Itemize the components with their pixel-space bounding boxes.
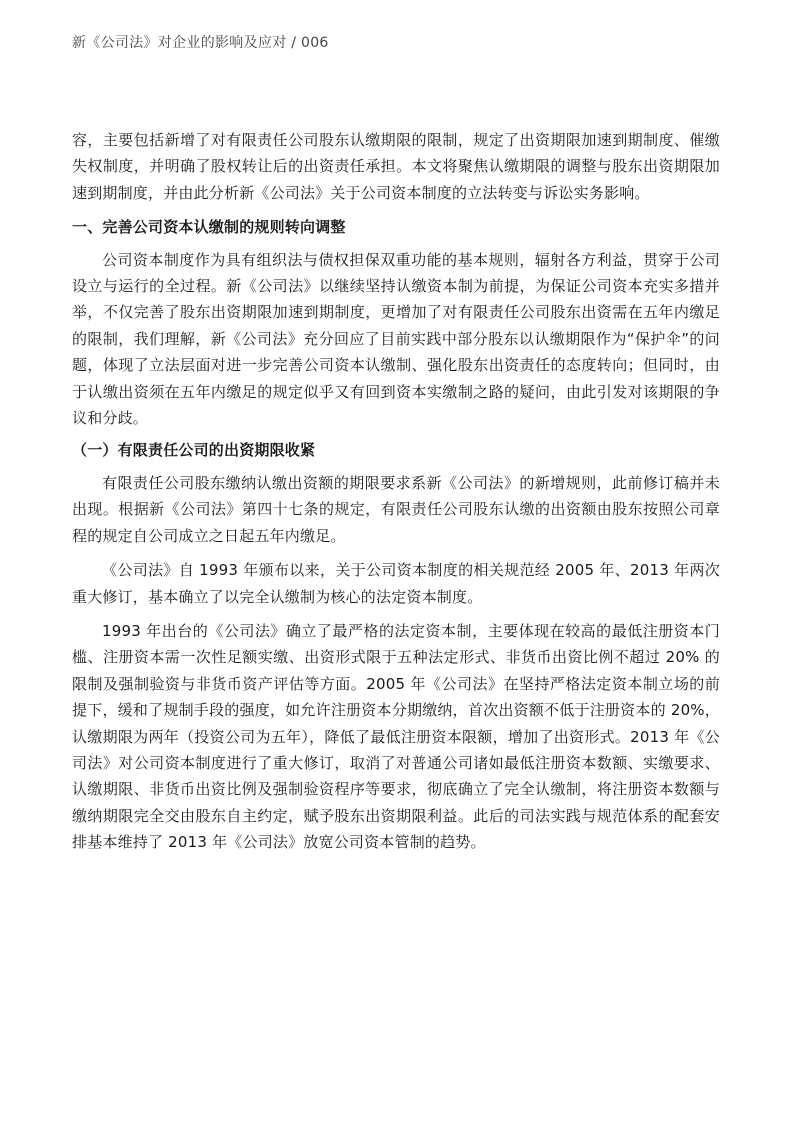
intro-paragraph: 容，主要包括新增了对有限责任公司股东认缴期限的限制，规定了出资期限加速到期制度、催缴失权制度，并明确了股权转让后的出资责任承担。本文将聚焦认缴期限的调整与股东出资期限加速到期制度，并由此分析新《公司法》关于公司资本制度的立法转变与诉讼实务影响。 [72,131,720,202]
section-paragraph: 公司资本制度作为具有组织法与债权担保双重功能的基本规则，辐射各方利益，贯穿于公司设立与运行的全过程。新《公司法》以继续坚持认缴资本制为前提，为保证公司资本充实多措并举，不仅完善了股东出资期限加速到期制度，更增加了对有限责任公司股东出资需在五年内缴足的限制，我们理解，新《公司法》充分回应了目前实践中部分股东以认缴期限作为“保护伞”的问题，体现了立法层面对进一步完善公司资本认缴制、强化股东出资责任的态度转向；但同时，由于认缴出资须在五年内缴足的规定似乎又有回到资本实缴制之路的疑问，由此引发对该期限的争议和分歧。 [72,250,720,428]
subsection-heading: （一）有限责任公司的出资期限收紧 [72,441,316,460]
paragraph-new-rule: 有限责任公司股东缴纳认缴出资额的期限要求系新《公司法》的新增规则，此前修订稿并未出现。根据新《公司法》第四十七条的规定，有限责任公司股东认缴的出资额由股东按照公司章程的规定自公司成立之日起五年内缴足。 [72,473,720,545]
paragraph-evolution: 1993 年出台的《公司法》确立了最严格的法定资本制，主要体现在较高的最低注册资本门槛、注册资本需一次性足额实缴、出资形式限于五种法定形式、非货币出资比例不超过 20% 的限制及强制验资与非货币资产评估等方面。2005 年《公司法》在坚持严格法定资本制立场的前提下，缓和了规制手段的强度，如允许注册资本分期缴纳，首次出资额不低于注册资本的 20%，认缴期限为两年（投资公司为五年），降低了最低注册资本限额，增加了出资形式。2013 年《公司法》对公司资本制度进行了重大修订，取消了对普通公司诸如最低注册资本数额、实缴要求、认缴期限、非货币出资比例及强制验资程序等要求，彻底确立了完全认缴制，将注册资本数额与缴纳期限完全交由股东自主约定，赋予股东出资期限利益。此后的司法实践与规范体系的配套安排基本维持了 2013 年《公司法》放宽公司资本管制的趋势。 [72,621,720,852]
section-heading: 一、完善公司资本认缴制的规则转向调整 [72,218,346,237]
paragraph-history: 《公司法》自 1993 年颁布以来，关于公司资本制度的相关规范经 2005 年、2013 年两次重大修订，基本确立了以完全认缴制为核心的法定资本制度。 [72,561,720,606]
document-body [72,127,720,856]
running-header: 新《公司法》对企业的影响及应对 / 006 [72,35,329,51]
